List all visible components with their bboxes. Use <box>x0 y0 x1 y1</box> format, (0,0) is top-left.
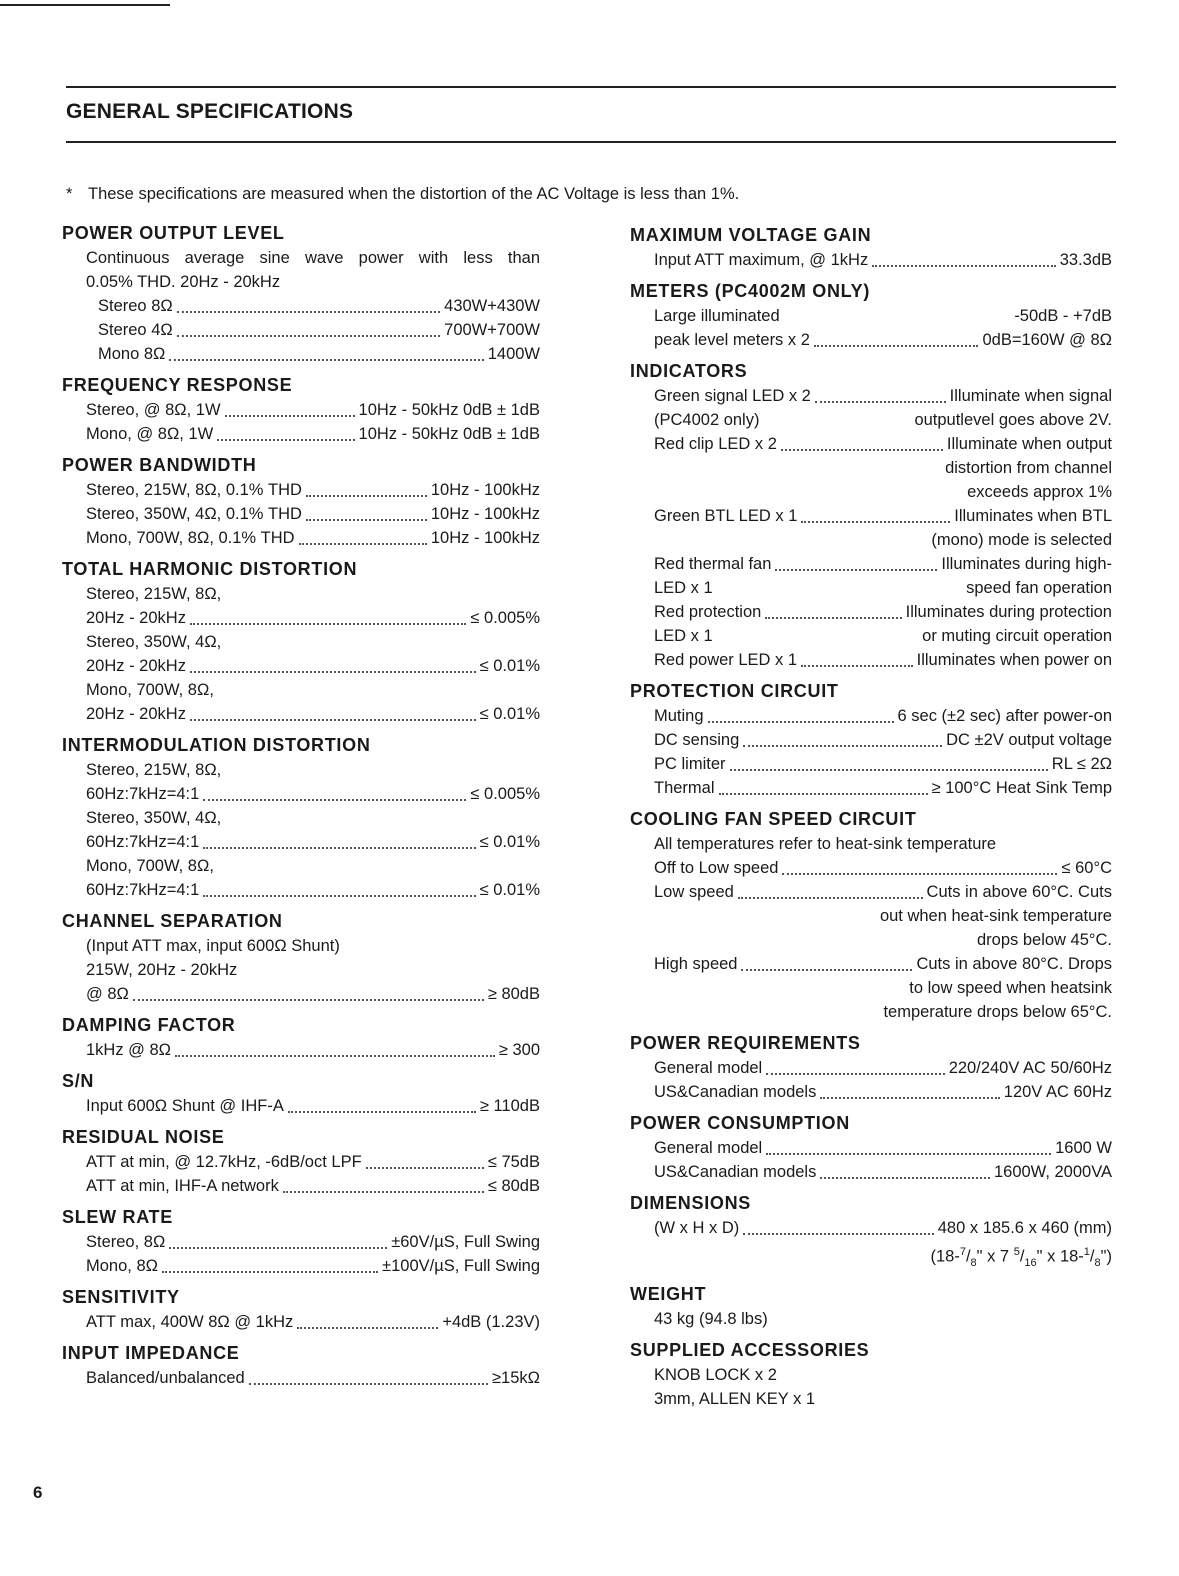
max-gain-section <box>630 222 1112 272</box>
section-heading: COOLING FAN SPEED CIRCUIT <box>630 809 917 829</box>
frequency-response-section <box>62 372 540 446</box>
spec-row: General model 220/240V AC 50/60Hz <box>654 1059 1112 1077</box>
power-output-desc2: 0.05% THD. 20Hz - 20kHz <box>86 273 281 291</box>
spec-row: Red clip LED x 2 Illuminate when output <box>654 435 1112 453</box>
spec-row: Mono, 8Ω ±100V/µS, Full Swing <box>86 1257 540 1275</box>
condition-text: 215W, 20Hz - 20kHz <box>86 961 238 979</box>
thd-section <box>62 556 540 726</box>
spec-row: Muting 6 sec (±2 sec) after power-on <box>654 707 1112 725</box>
spec-row: Low speed Cuts in above 60°C. Cuts <box>654 883 1112 901</box>
spec-row: General model 1600 W <box>654 1139 1112 1157</box>
section-heading: POWER OUTPUT LEVEL <box>62 223 285 243</box>
spec-row: 60Hz:7kHz=4:1 ≤ 0.01% <box>86 833 540 851</box>
section-heading: POWER REQUIREMENTS <box>630 1033 861 1053</box>
section-heading: MAXIMUM VOLTAGE GAIN <box>630 225 872 245</box>
section-heading: DAMPING FACTOR <box>62 1015 236 1035</box>
continuation-text: (mono) mode is selected <box>931 531 1112 549</box>
spec-row: US&Canadian models 1600W, 2000VA <box>654 1163 1112 1181</box>
header-rule-bottom <box>66 141 1116 143</box>
dimensions-section <box>630 1190 1112 1275</box>
slew-rate-section <box>62 1204 540 1278</box>
spec-row: Green signal LED x 2 Illuminate when signal <box>654 387 1112 405</box>
power-bandwidth-section <box>62 452 540 550</box>
power-consumption-section <box>630 1110 1112 1184</box>
power-requirements-section <box>630 1030 1112 1104</box>
spec-row: 20Hz - 20kHz ≤ 0.01% <box>86 657 540 675</box>
section-heading: SENSITIVITY <box>62 1287 180 1307</box>
indicators-section <box>630 358 1112 672</box>
spec-row: LED x 1 or muting circuit operation <box>654 627 1112 645</box>
spec-row: High speed Cuts in above 80°C. Drops <box>654 955 1112 973</box>
condition-text: Mono, 700W, 8Ω, <box>86 857 214 875</box>
note-marker: * <box>66 185 73 203</box>
condition-text: Stereo, 350W, 4Ω, <box>86 809 222 827</box>
condition-text: Stereo, 215W, 8Ω, <box>86 585 222 603</box>
power-output-section <box>62 220 540 366</box>
accessory-item: 3mm, ALLEN KEY x 1 <box>654 1389 816 1408</box>
sn-section <box>62 1068 540 1118</box>
right-column <box>630 222 1112 1417</box>
spec-row: Mono, 700W, 8Ω, 0.1% THD 10Hz - 100kHz <box>86 529 540 547</box>
spec-row: Large illuminated -50dB - +7dB <box>654 307 1112 325</box>
accessory-item: KNOB LOCK x 2 <box>654 1365 777 1384</box>
cooling-intro: All temperatures refer to heat-sink temperature <box>654 835 997 853</box>
spec-row: Red thermal fan Illuminates during high- <box>654 555 1112 573</box>
page-title: GENERAL SPECIFICATIONS <box>66 100 354 123</box>
spec-row: Thermal ≥ 100°C Heat Sink Temp <box>654 779 1112 797</box>
spec-row: LED x 1 speed fan operation <box>654 579 1112 597</box>
spec-row: peak level meters x 2 0dB=160W @ 8Ω <box>654 331 1112 349</box>
spec-row: US&Canadian models 120V AC 60Hz <box>654 1083 1112 1101</box>
spec-row: ATT max, 400W 8Ω @ 1kHz +4dB (1.23V) <box>86 1313 540 1331</box>
spec-row: Off to Low speed ≤ 60°C <box>654 859 1112 877</box>
condition-text: Stereo, 350W, 4Ω, <box>86 633 222 651</box>
channel-separation-section <box>62 908 540 1006</box>
spec-row: 20Hz - 20kHz ≤ 0.01% <box>86 705 540 723</box>
spec-row: Balanced/unbalanced ≥15kΩ <box>86 1369 540 1387</box>
imd-section <box>62 732 540 902</box>
continuation-text: distortion from channel <box>945 459 1112 477</box>
page-number: 6 <box>33 1483 43 1502</box>
section-heading: CHANNEL SEPARATION <box>62 911 283 931</box>
spec-row: Green BTL LED x 1 Illuminates when BTL <box>654 507 1112 525</box>
section-heading: TOTAL HARMONIC DISTORTION <box>62 559 358 579</box>
weight-section <box>630 1281 1112 1331</box>
section-heading: POWER CONSUMPTION <box>630 1113 850 1133</box>
spec-row: 60Hz:7kHz=4:1 ≤ 0.01% <box>86 881 540 899</box>
spec-row: PC limiter RL ≤ 2Ω <box>654 755 1112 773</box>
continuation-text: drops below 45°C. <box>976 931 1112 949</box>
input-impedance-section <box>62 1340 540 1390</box>
note-text: These specifications are measured when the distortion of the AC Voltage is less than 1%. <box>88 185 740 203</box>
section-heading: RESIDUAL NOISE <box>62 1127 225 1147</box>
left-column <box>62 220 540 1396</box>
spec-row: Stereo, 350W, 4Ω, 0.1% THD 10Hz - 100kHz <box>86 505 540 523</box>
condition-text: Stereo, 215W, 8Ω, <box>86 761 222 779</box>
continuation-text: out when heat-sink temperature <box>879 907 1112 925</box>
spec-row: Stereo, @ 8Ω, 1W 10Hz - 50kHz 0dB ± 1dB <box>86 401 540 419</box>
top-edge-line <box>0 4 170 6</box>
spec-row: (W x H x D) 480 x 185.6 x 460 (mm) <box>654 1219 1112 1237</box>
section-heading: METERS (PC4002M ONLY) <box>630 281 871 301</box>
section-heading: FREQUENCY RESPONSE <box>62 375 293 395</box>
sensitivity-section <box>62 1284 540 1334</box>
continuation-text: temperature drops below 65°C. <box>883 1003 1112 1021</box>
continuation-text: to low speed when heatsink <box>909 979 1112 997</box>
spec-row: Red protection Illuminates during protection <box>654 603 1112 621</box>
section-heading: INDICATORS <box>630 361 748 381</box>
dimensions-inches: ($18-^7/_8$" x 7 $^5/_{16}$" x $18-^1/_8$") <box>930 1246 1112 1269</box>
measurement-note <box>66 185 739 204</box>
continuation-text: exceeds approx 1% <box>967 483 1112 501</box>
condition-text: (Input ATT max, input 600Ω Shunt) <box>86 937 340 955</box>
spec-row: Stereo, 215W, 8Ω, 0.1% THD 10Hz - 100kHz <box>86 481 540 499</box>
section-heading: PROTECTION CIRCUIT <box>630 681 839 701</box>
meters-section <box>630 278 1112 352</box>
spec-row: Input ATT maximum, @ 1kHz 33.3dB <box>654 251 1112 269</box>
weight-value: 43 kg (94.8 lbs) <box>654 1309 768 1328</box>
spec-row: ATT at min, IHF-A network ≤ 80dB <box>86 1177 540 1195</box>
spec-row: Mono 8Ω 1400W <box>98 345 540 363</box>
accessories-section <box>630 1337 1112 1411</box>
spec-row: Red power LED x 1 Illuminates when power on <box>654 651 1112 669</box>
spec-row: (PC4002 only) outputlevel goes above 2V. <box>654 411 1112 429</box>
spec-row: Stereo 4Ω 700W+700W <box>98 321 540 339</box>
section-heading: POWER BANDWIDTH <box>62 455 257 475</box>
spec-row: 60Hz:7kHz=4:1 ≤ 0.005% <box>86 785 540 803</box>
spec-row: 1kHz @ 8Ω ≥ 300 <box>86 1041 540 1059</box>
spec-row: @ 8Ω ≥ 80dB <box>86 985 540 1003</box>
condition-text: Mono, 700W, 8Ω, <box>86 681 214 699</box>
spec-row: Stereo 8Ω 430W+430W <box>98 297 540 315</box>
spec-row: Mono, @ 8Ω, 1W 10Hz - 50kHz 0dB ± 1dB <box>86 425 540 443</box>
section-heading: DIMENSIONS <box>630 1193 752 1213</box>
header-rule-top <box>66 86 1116 88</box>
section-heading: S/N <box>62 1071 95 1091</box>
section-heading: SUPPLIED ACCESSORIES <box>630 1339 870 1360</box>
section-heading: WEIGHT <box>630 1283 707 1304</box>
residual-noise-section <box>62 1124 540 1198</box>
spec-row: ATT at min, @ 12.7kHz, -6dB/oct LPF ≤ 75dB <box>86 1153 540 1171</box>
section-heading: INPUT IMPEDANCE <box>62 1343 240 1363</box>
spec-row: Input 600Ω Shunt @ IHF-A ≥ 110dB <box>86 1097 540 1115</box>
protection-section <box>630 678 1112 800</box>
section-heading: INTERMODULATION DISTORTION <box>62 735 371 755</box>
damping-section <box>62 1012 540 1062</box>
spec-row: 20Hz - 20kHz ≤ 0.005% <box>86 609 540 627</box>
cooling-section <box>630 806 1112 1024</box>
spec-row: DC sensing DC ±2V output voltage <box>654 731 1112 749</box>
section-heading: SLEW RATE <box>62 1207 173 1227</box>
power-output-desc: Continuous average sine wave power with less than <box>86 249 540 267</box>
spec-row: Stereo, 8Ω ±60V/µS, Full Swing <box>86 1233 540 1251</box>
